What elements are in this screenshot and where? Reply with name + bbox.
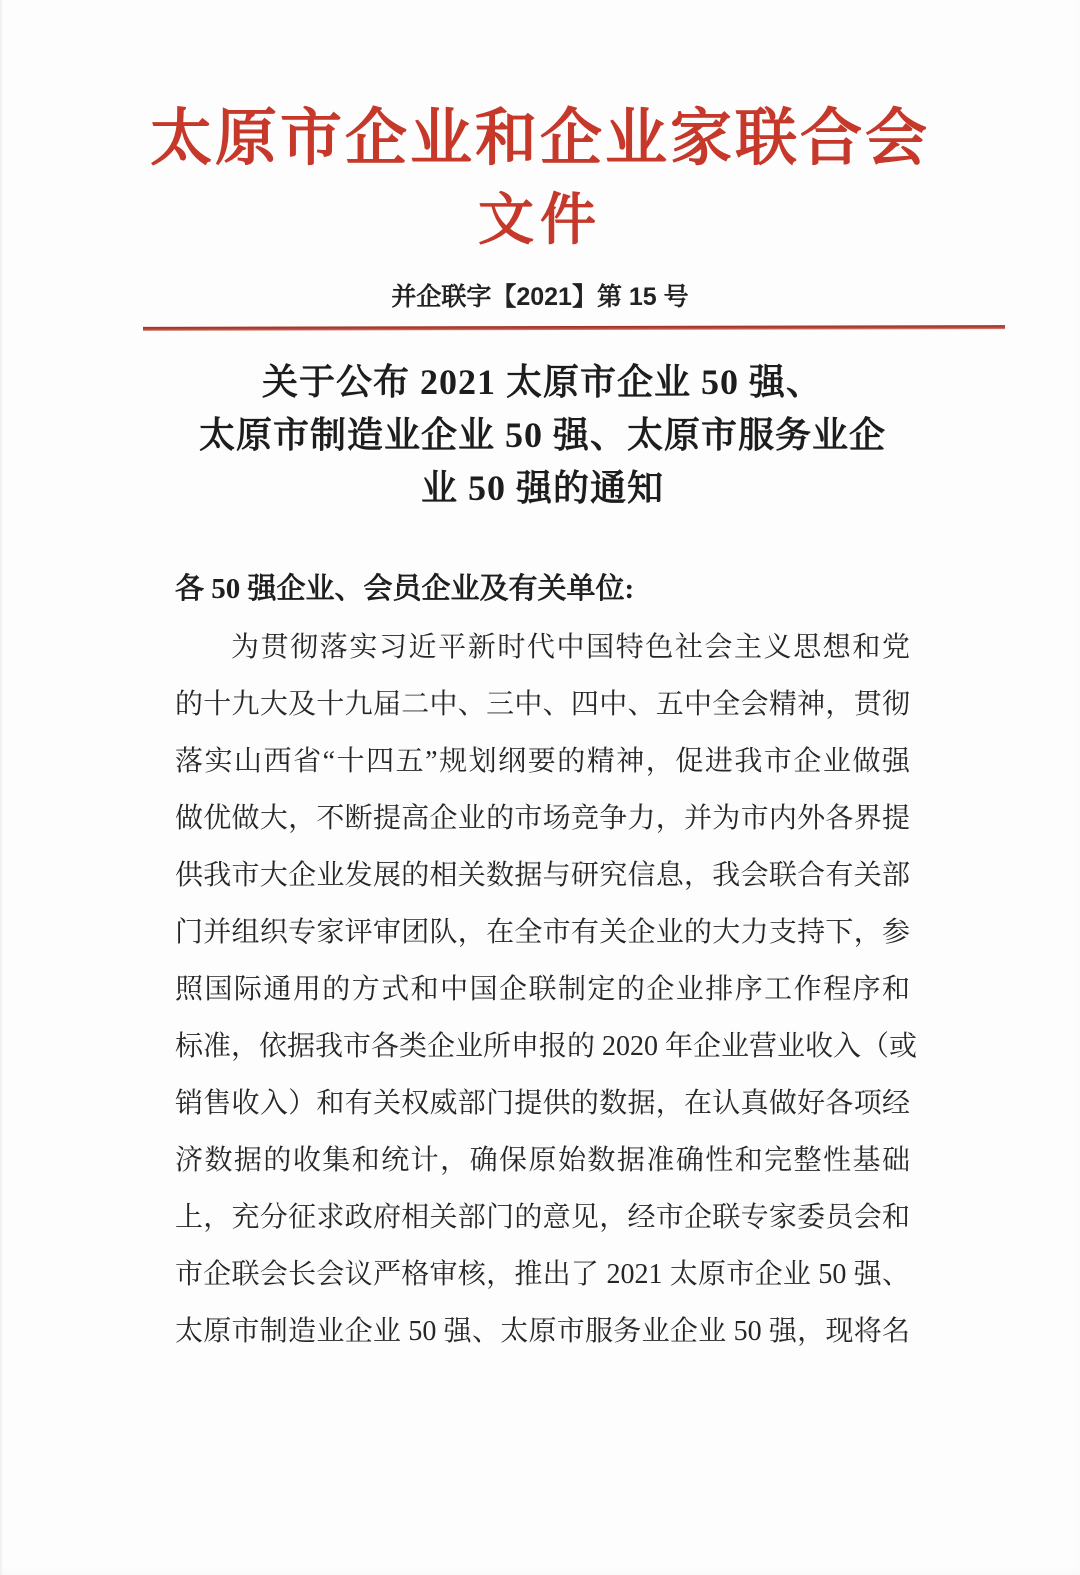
notice-title-line: 业 50 强的通知 [420,467,664,508]
org-name: 太原市企业和企业家联合会 [149,105,930,173]
paragraph-line: 销售收入）和有关权威部门提供的数据，在认真做好各项经 [175,1087,910,1119]
salutation: 各 50 强企业、会员企业及有关单位: [175,572,635,605]
paragraph-line: 太原市制造业企业 50 强、太原市服务业企业 50 强，现将名 [175,1315,910,1347]
paragraph-line: 标准，依据我市各类企业所申报的 2020 年企业营业收入（或 [175,1030,918,1062]
paragraph-line: 的十九大及十九届二中、三中、四中、五中全会精神，贯彻 [175,688,910,720]
notice-title [175,356,910,515]
doc-type-label: 文件 [478,190,602,253]
paragraph-line: 落实山西省“十四五”规划纲要的精神，促进我市企业做强 [175,745,910,777]
paragraph-line: 做优做大，不断提高企业的市场竞争力，并为市内外各界提 [175,802,910,834]
red-divider-line [143,325,1005,331]
notice-title-line: 关于公布 2021 太原市企业 50 强、 [261,361,823,402]
doc-number: 并企联字【2021】第 15 号 [391,282,689,311]
notice-title-line: 太原市制造业企业 50 强、太原市服务业企 [198,414,886,455]
notice-content [0,356,1080,1360]
body-paragraph [175,619,918,1360]
paragraph-line: 为贯彻落实习近平新时代中国特色社会主义思想和党 [231,631,910,663]
paragraph-line: 上，充分征求政府相关部门的意见，经市企联专家委员会和 [175,1201,910,1233]
paragraph-line: 市企联会长会议严格审核，推出了 2021 太原市企业 50 强、 [175,1258,910,1290]
paragraph-line: 供我市大企业发展的相关数据与研究信息，我会联合有关部 [175,859,910,891]
letterhead [0,104,1080,330]
paragraph-line: 门并组织专家评审团队，在全市有关企业的大力支持下，参 [175,916,910,948]
paragraph-line: 济数据的收集和统计，确保原始数据准确性和完整性基础 [175,1144,910,1176]
paragraph-line: 照国际通用的方式和中国企联制定的企业排序工作程序和 [175,973,910,1005]
